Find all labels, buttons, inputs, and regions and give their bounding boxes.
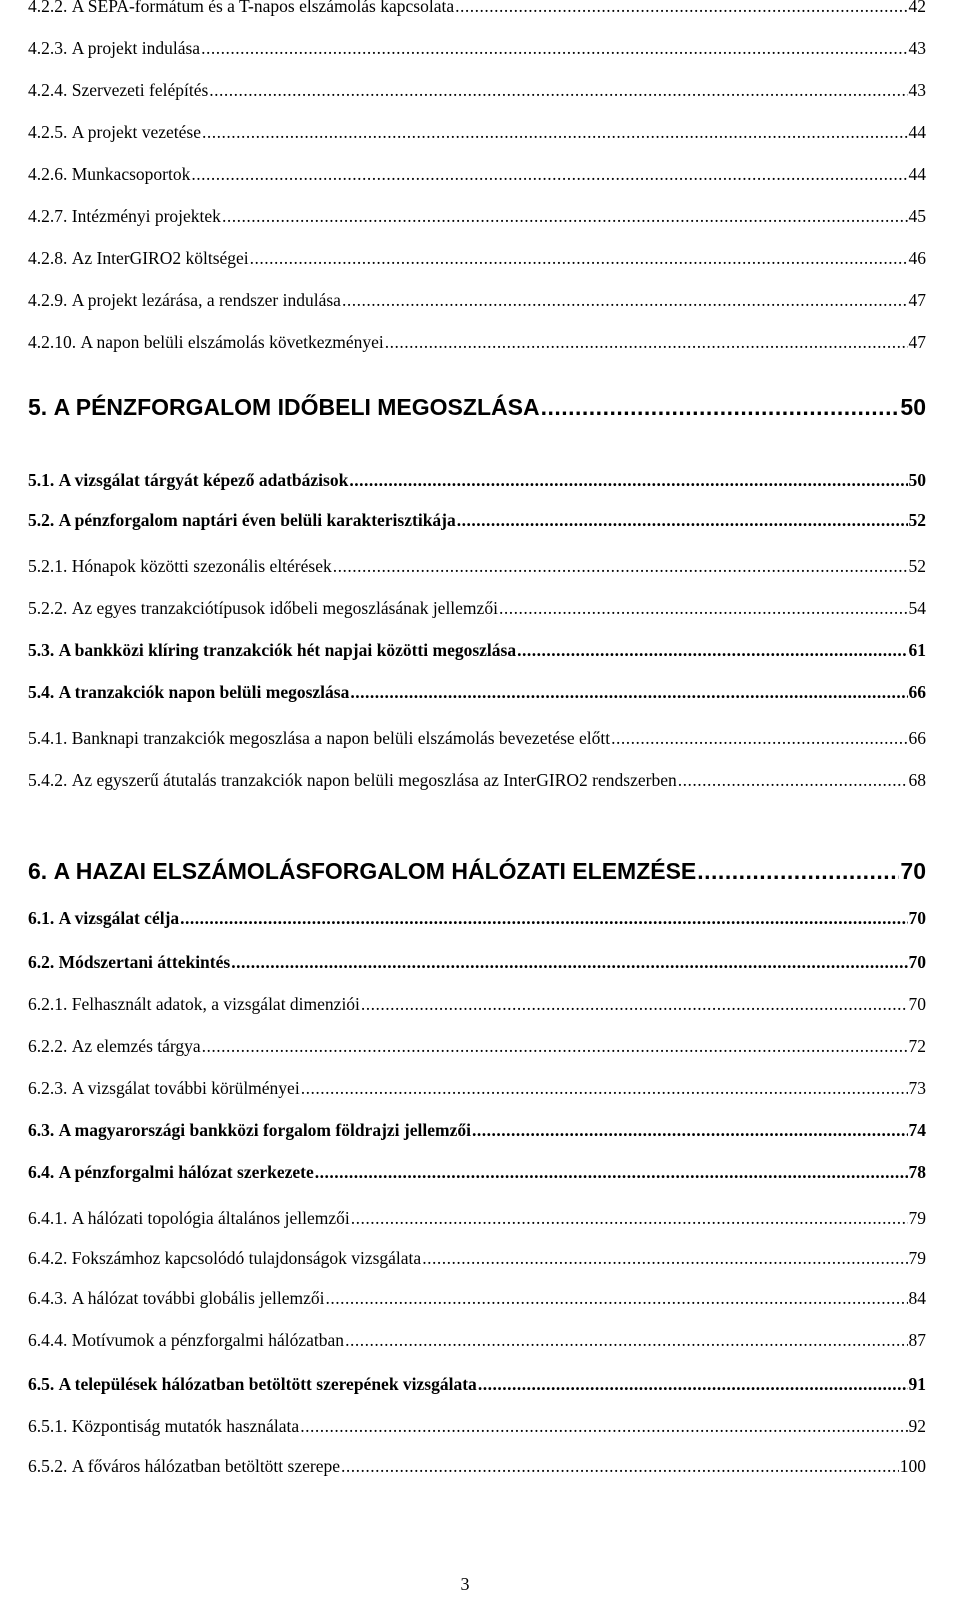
toc-entry-page: 87 xyxy=(908,1330,926,1350)
toc-entry-page: 74 xyxy=(908,1120,926,1140)
toc-entry-number: 4.2.4. xyxy=(28,80,68,100)
toc-entry[interactable] xyxy=(28,558,926,576)
toc-entry-number: 6.1. xyxy=(28,908,55,928)
toc-entry-number: 6.2.1. xyxy=(28,994,68,1014)
toc-entry-number: 5.4. xyxy=(28,682,55,702)
toc-entry-title: Az egyszerű átutalás tranzakciók napon belüli megoszlása az InterGIRO2 rendszerben xyxy=(71,770,677,790)
toc-entry-title: A hálózat további globális jellemzői xyxy=(71,1288,325,1308)
dot-leader xyxy=(202,1038,908,1056)
toc-entry[interactable] xyxy=(28,292,926,310)
dot-leader xyxy=(350,684,907,702)
toc-entry[interactable] xyxy=(28,82,926,100)
toc-entry-page: 68 xyxy=(908,770,926,790)
toc-entry-number: 6.4.1. xyxy=(28,1208,68,1228)
toc-entry-title: A magyarországi bankközi forgalom földrajzi jellemzői xyxy=(58,1120,471,1140)
toc-entry[interactable] xyxy=(28,1418,926,1436)
toc-entry-number: 6. xyxy=(28,858,48,884)
dot-leader xyxy=(231,954,907,972)
dot-leader xyxy=(351,1210,908,1228)
toc-entry-number: 6.4.4. xyxy=(28,1330,68,1350)
toc-entry[interactable] xyxy=(28,600,926,618)
toc-entry[interactable] xyxy=(28,1080,926,1098)
toc-entry[interactable] xyxy=(28,1122,926,1140)
toc-entry-title: A települések hálózatban betöltött szerepének vizsgálata xyxy=(58,1374,477,1394)
toc-entry-page: 72 xyxy=(908,1036,926,1056)
dot-leader xyxy=(499,600,908,618)
toc-entry[interactable] xyxy=(28,1376,926,1394)
toc-entry-title: Az InterGIRO2 költségei xyxy=(71,248,249,268)
dot-leader xyxy=(478,1376,908,1394)
toc-entry-page: 52 xyxy=(908,510,926,530)
dot-leader xyxy=(422,1250,907,1268)
dot-leader xyxy=(541,396,900,419)
toc-entry-page: 66 xyxy=(908,728,926,748)
dot-leader xyxy=(301,1080,908,1098)
dot-leader xyxy=(455,0,907,16)
toc-entry-title: A SEPA-formátum és a T-napos elszámolás kapcsolata xyxy=(71,0,455,16)
dot-leader xyxy=(678,772,908,790)
toc-entry-number: 5.2.2. xyxy=(28,598,68,618)
toc-entry-page: 66 xyxy=(908,682,926,702)
toc-entry-number: 6.2.3. xyxy=(28,1078,68,1098)
toc-entry-title: A pénzforgalom naptári éven belüli karakterisztikája xyxy=(58,510,456,530)
toc-entry[interactable] xyxy=(28,166,926,184)
toc-entry-page: 84 xyxy=(908,1288,926,1308)
dot-leader xyxy=(300,1418,907,1436)
toc-entry-page: 70 xyxy=(900,858,926,884)
toc-entry-page: 45 xyxy=(908,206,926,226)
toc-entry-title: A vizsgálat célja xyxy=(58,908,180,928)
toc-entry-title: Az elemzés tárgya xyxy=(71,1036,201,1056)
toc-entry-page: 47 xyxy=(908,332,926,352)
toc-entry[interactable] xyxy=(28,772,926,790)
toc-entry-number: 4.2.7. xyxy=(28,206,68,226)
toc-entry[interactable] xyxy=(28,396,926,419)
toc-entry-title: A vizsgálat tárgyát képező adatbázisok xyxy=(58,470,349,490)
toc-entry-title: Felhasznált adatok, a vizsgálat dimenziói xyxy=(71,994,360,1014)
dot-leader xyxy=(361,996,908,1014)
toc-entry-number: 6.3. xyxy=(28,1120,55,1140)
page-number: 3 xyxy=(460,1574,470,1594)
dot-leader xyxy=(202,124,907,142)
toc-entry[interactable] xyxy=(28,1038,926,1056)
dot-leader xyxy=(345,1332,907,1350)
toc-entry-page: 92 xyxy=(908,1416,926,1436)
toc-entry-title: Munkacsoportok xyxy=(71,164,191,184)
dot-leader xyxy=(201,40,907,58)
toc-entry-number: 4.2.8. xyxy=(28,248,68,268)
toc-entry[interactable] xyxy=(28,730,926,748)
toc-entry-title: Szervezeti felépítés xyxy=(71,80,209,100)
toc-entry[interactable] xyxy=(28,1210,926,1228)
toc-entry[interactable] xyxy=(28,472,926,490)
toc-entry[interactable] xyxy=(28,334,926,352)
toc-entry-number: 6.4.3. xyxy=(28,1288,68,1308)
toc-entry-page: 70 xyxy=(908,908,926,928)
toc-entry-page: 54 xyxy=(908,598,926,618)
toc-entry-number: 5.1. xyxy=(28,470,55,490)
toc-entry-number: 4.2.9. xyxy=(28,290,68,310)
toc-entry[interactable] xyxy=(28,910,926,928)
toc-entry-page: 73 xyxy=(908,1078,926,1098)
toc-entry-title: A tranzakciók napon belüli megoszlása xyxy=(58,682,350,702)
toc-entry[interactable] xyxy=(28,1458,926,1476)
dot-leader xyxy=(472,1122,908,1140)
toc-entry-title: A projekt lezárása, a rendszer indulása xyxy=(71,290,341,310)
toc-entry[interactable] xyxy=(28,1290,926,1308)
toc-entry[interactable] xyxy=(28,124,926,142)
dot-leader xyxy=(209,82,907,100)
toc-entry-number: 5.3. xyxy=(28,640,55,660)
toc-entry-title: Intézményi projektek xyxy=(71,206,221,226)
toc-entry-number: 4.2.5. xyxy=(28,122,68,142)
dot-leader xyxy=(250,250,908,268)
dot-leader xyxy=(333,558,908,576)
dot-leader xyxy=(191,166,907,184)
toc-entry-page: 79 xyxy=(908,1248,926,1268)
toc-entry[interactable] xyxy=(28,954,926,972)
toc-entry[interactable] xyxy=(28,684,926,702)
toc-entry-title: Motívumok a pénzforgalmi hálózatban xyxy=(71,1330,345,1350)
toc-entry-page: 50 xyxy=(908,470,926,490)
toc-entry-number: 6.4.2. xyxy=(28,1248,68,1268)
dot-leader xyxy=(341,1458,899,1476)
dot-leader xyxy=(349,472,907,490)
toc-entry[interactable] xyxy=(28,860,926,883)
toc-entry-page: 91 xyxy=(908,1374,926,1394)
toc-entry-page: 50 xyxy=(900,394,926,420)
toc-entry-number: 4.2.2. xyxy=(28,0,68,16)
toc-entry-number: 6.5.1. xyxy=(28,1416,68,1436)
toc-entry[interactable] xyxy=(28,1164,926,1182)
toc-entry-page: 78 xyxy=(908,1162,926,1182)
dot-leader xyxy=(457,512,908,530)
toc-entry[interactable] xyxy=(28,642,926,660)
dot-leader xyxy=(315,1164,908,1182)
toc-entry-title: A bankközi klíring tranzakciók hét napjai közötti megoszlása xyxy=(58,640,517,660)
dot-leader xyxy=(222,208,908,226)
dot-leader xyxy=(697,860,899,883)
toc-entry-title: A vizsgálat további körülményei xyxy=(71,1078,300,1098)
toc-entry-title: Az egyes tranzakciótípusok időbeli megoszlásának jellemzői xyxy=(71,598,498,618)
toc-entry-page: 47 xyxy=(908,290,926,310)
toc-entry-number: 6.2.2. xyxy=(28,1036,68,1056)
toc-entry-page: 44 xyxy=(908,122,926,142)
toc-entry[interactable] xyxy=(28,40,926,58)
toc-entry-number: 5.4.1. xyxy=(28,728,68,748)
toc-entry-page: 100 xyxy=(899,1456,926,1476)
toc-entry[interactable] xyxy=(28,208,926,226)
dot-leader xyxy=(517,642,907,660)
toc-entry-title: A projekt vezetése xyxy=(71,122,202,142)
dot-leader xyxy=(385,334,908,352)
toc-entry-page: 46 xyxy=(908,248,926,268)
toc-entry[interactable] xyxy=(28,250,926,268)
toc-entry-number: 6.5.2. xyxy=(28,1456,68,1476)
toc-entry-page: 42 xyxy=(908,0,926,16)
toc-entry-number: 4.2.10. xyxy=(28,332,77,352)
toc-entry-title: Fokszámhoz kapcsolódó tulajdonságok vizsgálata xyxy=(71,1248,422,1268)
toc-entry[interactable] xyxy=(28,512,926,530)
dot-leader xyxy=(325,1290,907,1308)
toc-entry-title: Hónapok közötti szezonális eltérések xyxy=(71,556,332,576)
toc-entry-title: Központiság mutatók használata xyxy=(71,1416,300,1436)
toc-entry-page: 43 xyxy=(908,38,926,58)
dot-leader xyxy=(342,292,908,310)
toc-entry-page: 52 xyxy=(908,556,926,576)
toc-entry-title: A napon belüli elszámolás következményei xyxy=(80,332,384,352)
toc-entry-title: Módszertani áttekintés xyxy=(58,952,231,972)
toc-entry-page: 70 xyxy=(908,994,926,1014)
toc-entry-page: 43 xyxy=(908,80,926,100)
toc-entry-number: 5.4.2. xyxy=(28,770,68,790)
dot-leader xyxy=(611,730,907,748)
toc-entry-page: 79 xyxy=(908,1208,926,1228)
toc-entry-title: A projekt indulása xyxy=(71,38,201,58)
toc-entry-title: Banknapi tranzakciók megoszlása a napon belüli elszámolás bevezetése előtt xyxy=(71,728,611,748)
toc-entry-title: A hálózati topológia általános jellemzői xyxy=(71,1208,350,1228)
toc-entry-number: 4.2.6. xyxy=(28,164,68,184)
toc-entry[interactable] xyxy=(28,996,926,1014)
toc-entry-number: 5.2. xyxy=(28,510,55,530)
toc-entry-number: 6.4. xyxy=(28,1162,55,1182)
toc-entry-number: 5.2.1. xyxy=(28,556,68,576)
toc-entry[interactable] xyxy=(28,0,926,16)
toc-entry-title: A PÉNZFORGALOM IDŐBELI MEGOSZLÁSA xyxy=(53,394,540,420)
toc-entry-page: 61 xyxy=(908,640,926,660)
toc-entry-title: A főváros hálózatban betöltött szerepe xyxy=(71,1456,340,1476)
toc-entry-number: 6.2. xyxy=(28,952,55,972)
toc-entry-title: A HAZAI ELSZÁMOLÁSFORGALOM HÁLÓZATI ELEMZÉSE xyxy=(53,858,697,884)
toc-entry[interactable] xyxy=(28,1250,926,1268)
toc-entry-number: 6.5. xyxy=(28,1374,55,1394)
toc-entry-number: 5. xyxy=(28,394,48,420)
toc-entry-page: 70 xyxy=(908,952,926,972)
toc-entry-number: 4.2.3. xyxy=(28,38,68,58)
toc-entry-title: A pénzforgalmi hálózat szerkezete xyxy=(58,1162,314,1182)
toc-entry-page: 44 xyxy=(908,164,926,184)
toc-entry[interactable] xyxy=(28,1332,926,1350)
dot-leader xyxy=(180,910,907,928)
